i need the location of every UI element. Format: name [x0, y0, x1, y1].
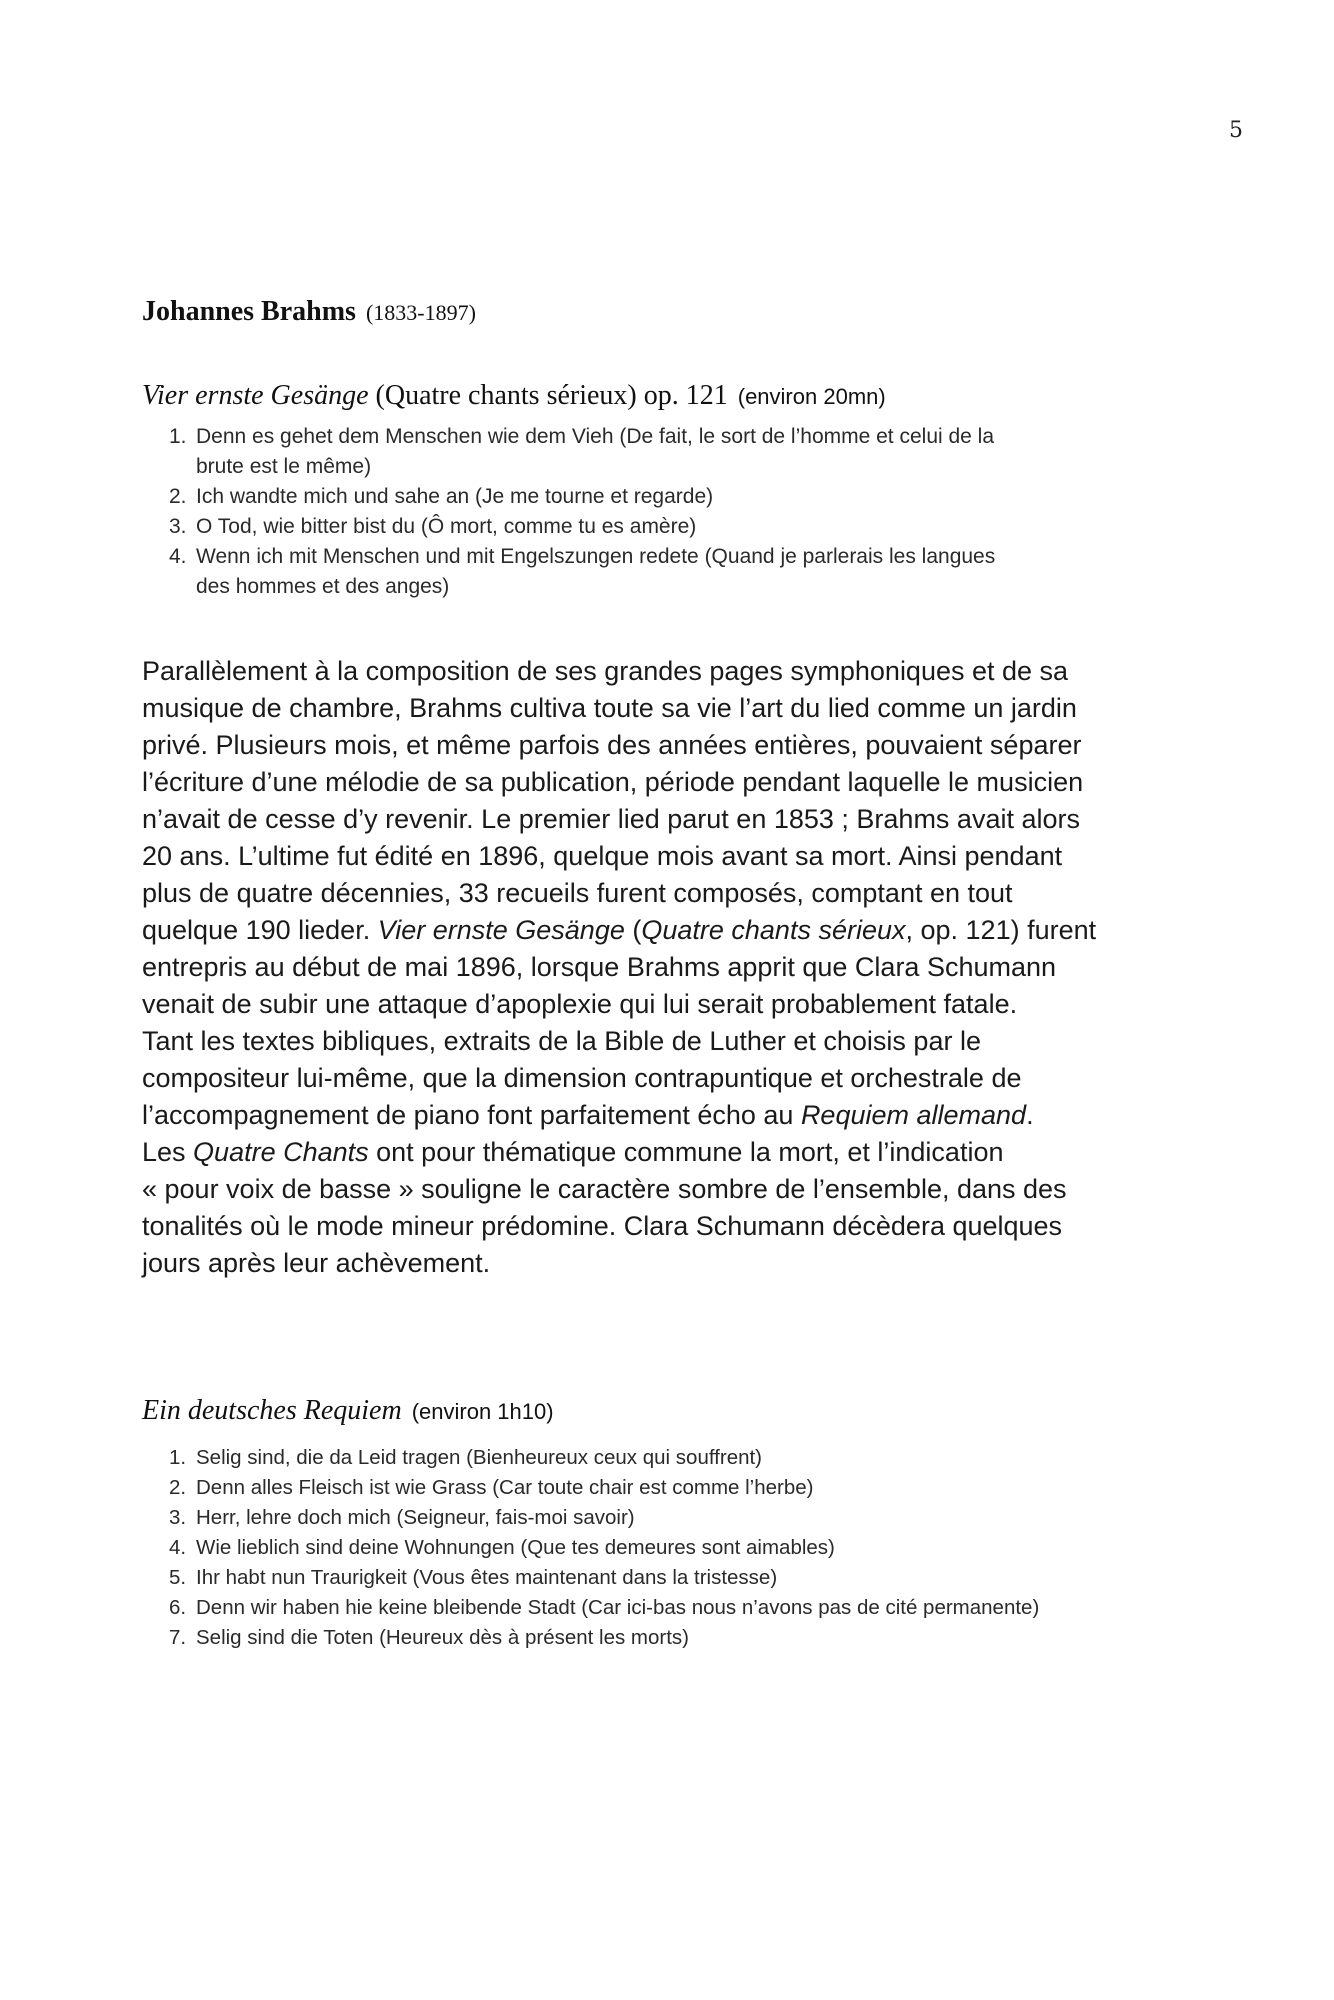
work-title-ein-deutsches-requiem — [142, 1395, 554, 1427]
paragraph-line: n’avait de cesse d’y revenir. Le premier lied parut en 1853 ; Brahms avait alors — [142, 804, 1080, 834]
movement-text-line: Ich wandte mich und sahe an (Je me tourne et regarde) — [196, 485, 714, 508]
paragraph-line: Tant les textes bibliques, extraits de la Bible de Luther et choisis par le — [142, 1026, 981, 1056]
composer-name: Johannes Brahms — [142, 296, 356, 327]
text-run: quelque 190 lieder. — [142, 915, 378, 945]
text-run: . — [1026, 1100, 1034, 1130]
composer-dates: (1833-1897) — [365, 300, 476, 325]
paragraph-line: musique de chambre, Brahms cultiva toute sa vie l’art du lied comme un jardin — [142, 693, 1077, 723]
paragraph-line: l’écriture d’une mélodie de sa publication, période pendant laquelle le musicien — [142, 767, 1084, 797]
text-run: Les — [142, 1137, 194, 1167]
movement-number: 1. — [169, 1446, 187, 1469]
paragraph-line: compositeur lui-même, que la dimension contrapuntique et orchestrale de — [142, 1063, 1022, 1093]
paragraph-line — [142, 1134, 1197, 1171]
text-run: ( — [624, 915, 642, 945]
list-item — [142, 1503, 1222, 1533]
composer-heading — [142, 296, 476, 328]
movement-list-ein-deutsches-requiem — [142, 1443, 1222, 1653]
paragraph-line: privé. Plusieurs mois, et même parfois des années entières, pouvaient séparer — [142, 730, 1082, 760]
movement-text: Herr, lehre doch mich (Seigneur, fais-moi savoir) — [196, 1506, 635, 1529]
movement-list-vier-ernste-gesange — [142, 422, 1187, 602]
list-item — [142, 1533, 1222, 1563]
list-item — [142, 1623, 1222, 1653]
movement-number: 2. — [169, 1476, 187, 1499]
movement-text-line: Denn es gehet dem Menschen wie dem Vieh (De fait, le sort de l’homme et celui de la — [196, 425, 995, 448]
movement-number: 1. — [169, 425, 187, 448]
movement-text-line: O Tod, wie bitter bist du (Ô mort, comme tu es amère) — [196, 515, 697, 538]
paragraph-line: plus de quatre décennies, 33 recueils furent composés, comptant en tout — [142, 878, 1013, 908]
paragraph-line — [142, 912, 1197, 949]
movement-number: 7. — [169, 1626, 187, 1649]
work-title-italic: Ein deutsches Requiem — [142, 1395, 402, 1426]
movement-number: 4. — [169, 545, 187, 568]
movement-text-line: Wenn ich mit Menschen und mit Engelszungen redete (Quand je parlerais les langues — [196, 545, 996, 568]
list-item — [142, 512, 1187, 542]
movement-text: Denn alles Fleisch ist wie Grass (Car toute chair est comme l’herbe) — [196, 1476, 814, 1499]
text-run-italic: Vier ernste Gesänge — [377, 915, 625, 945]
list-item — [142, 482, 1187, 512]
list-item — [142, 422, 1187, 482]
movement-text-line: des hommes et des anges) — [196, 575, 450, 598]
list-item — [142, 1473, 1222, 1503]
movement-text: Selig sind, die da Leid tragen (Bienheureux ceux qui souffrent) — [196, 1446, 763, 1469]
work-duration: (environ 20mn) — [737, 384, 886, 409]
body-paragraph — [142, 653, 1197, 1282]
paragraph-line: 20 ans. L’ultime fut édité en 1896, quelque mois avant sa mort. Ainsi pendant — [142, 841, 1063, 871]
text-run-italic: Requiem allemand — [800, 1100, 1027, 1130]
movement-text: Ihr habt nun Traurigkeit (Vous êtes maintenant dans la tristesse) — [196, 1566, 778, 1589]
movement-text-line: brute est le même) — [196, 455, 372, 478]
movement-number: 6. — [169, 1596, 187, 1619]
paragraph-line: « pour voix de basse » souligne le caractère sombre de l’ensemble, dans des — [142, 1174, 1067, 1204]
paragraph-line: jours après leur achèvement. — [142, 1248, 491, 1278]
paragraph-line: entrepris au début de mai 1896, lorsque Brahms apprit que Clara Schumann — [142, 952, 1057, 982]
work-title-italic: Vier ernste Gesänge — [142, 380, 369, 411]
text-run: , op. 121) furent — [905, 915, 1097, 945]
movement-number: 3. — [169, 515, 187, 538]
list-item — [142, 542, 1187, 602]
text-run: l’accompagnement de piano font parfaitement écho au — [142, 1100, 801, 1130]
text-run: ont pour thématique commune la mort, et l’indication — [368, 1137, 1004, 1167]
movement-number: 3. — [169, 1506, 187, 1529]
paragraph-line — [142, 1097, 1197, 1134]
movement-number: 4. — [169, 1536, 187, 1559]
page-number: 5 — [1229, 118, 1243, 143]
movement-number: 2. — [169, 485, 187, 508]
work-title-rest: (Quatre chants sérieux) op. 121 — [368, 380, 728, 411]
text-run-italic: Quatre Chants — [193, 1137, 369, 1167]
paragraph-line: venait de subir une attaque d’apoplexie qui lui serait probablement fatale. — [142, 989, 1018, 1019]
work-title-vier-ernste-gesange — [142, 380, 886, 412]
movement-text: Denn wir haben hie keine bleibende Stadt (Car ici-bas nous n’avons pas de cité permanente) — [196, 1596, 1040, 1619]
list-item — [142, 1563, 1222, 1593]
text-run-italic: Quatre chants sérieux — [641, 915, 906, 945]
movement-text: Wie lieblich sind deine Wohnungen (Que tes demeures sont aimables) — [196, 1536, 835, 1559]
work-duration: (environ 1h10) — [411, 1399, 554, 1424]
paragraph-line: tonalités où le mode mineur prédomine. Clara Schumann décèdera quelques — [142, 1211, 1063, 1241]
paragraph-line: Parallèlement à la composition de ses grandes pages symphoniques et de sa — [142, 656, 1069, 686]
movement-number: 5. — [169, 1566, 187, 1589]
movement-text: Selig sind die Toten (Heureux dès à présent les morts) — [196, 1626, 690, 1649]
list-item — [142, 1443, 1222, 1473]
list-item — [142, 1593, 1222, 1623]
